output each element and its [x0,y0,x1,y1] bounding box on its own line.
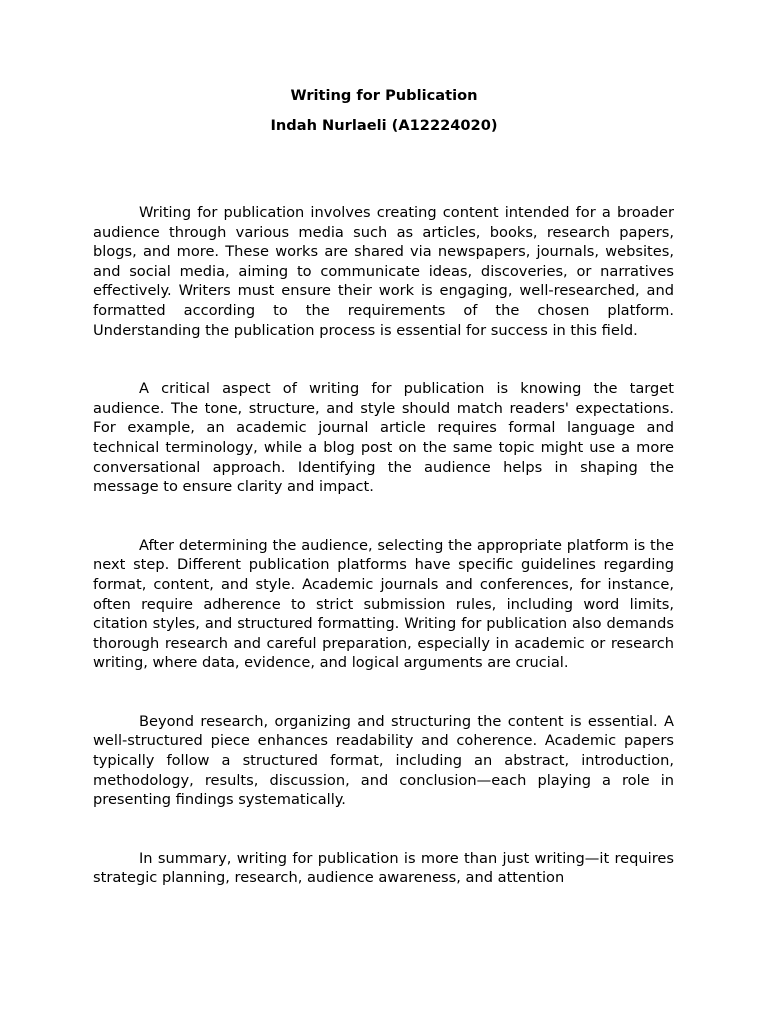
paragraph-platform: After determining the audience, selecting the appropriate platform is the next step. Different publication platforms have specific guidelines regarding format, content, and style. Academic journals and conferences, for instance, often require adherence to strict submission rules, including word limits, citation styles, and structured formatting. Writing for publication also demands thorough research and careful preparation, especially in academic or research writing, where data, evidence, and logical arguments are crucial. [93,536,674,672]
paragraph-intro: Writing for publication involves creating content intended for a broader audience through various media such as articles, books, research papers, blogs, and more. These works are shared via newspapers, journals, websites, and social media, aiming to communicate ideas, discoveries, or narratives effectively. Writers must ensure their work is engaging, well-researched, and formatted according to the requirements of the chosen platform. Understanding the publication process is essential for success in this field. [93,204,674,339]
paragraph-audience: A critical aspect of writing for publication is knowing the target audience. The tone, structure, and style should match readers' expectations. For example, an academic journal article requires formal language and technical terminology, while a blog post on the same topic might use a more conversational approach. Identifying the audience helps in shaping the message to ensure clarity and impact. [93,380,674,496]
paragraph-structure: Beyond research, organizing and structuring the content is essential. A well-structured piece enhances readability and coherence. Academic papers typically follow a structured format, including an abstract, introduction, methodology, results, discussion, and conclusion—each playing a role in presenting findings systematically. [93,712,674,809]
document-author: Indah Nurlaeli (A12224020) [270,117,498,134]
document-body [93,203,674,927]
paragraph-summary: In summary, writing for publication is more than just writing—it requires strategic planning, research, audience awareness, and attention [93,849,674,887]
document-title: Writing for Publication [290,87,478,104]
